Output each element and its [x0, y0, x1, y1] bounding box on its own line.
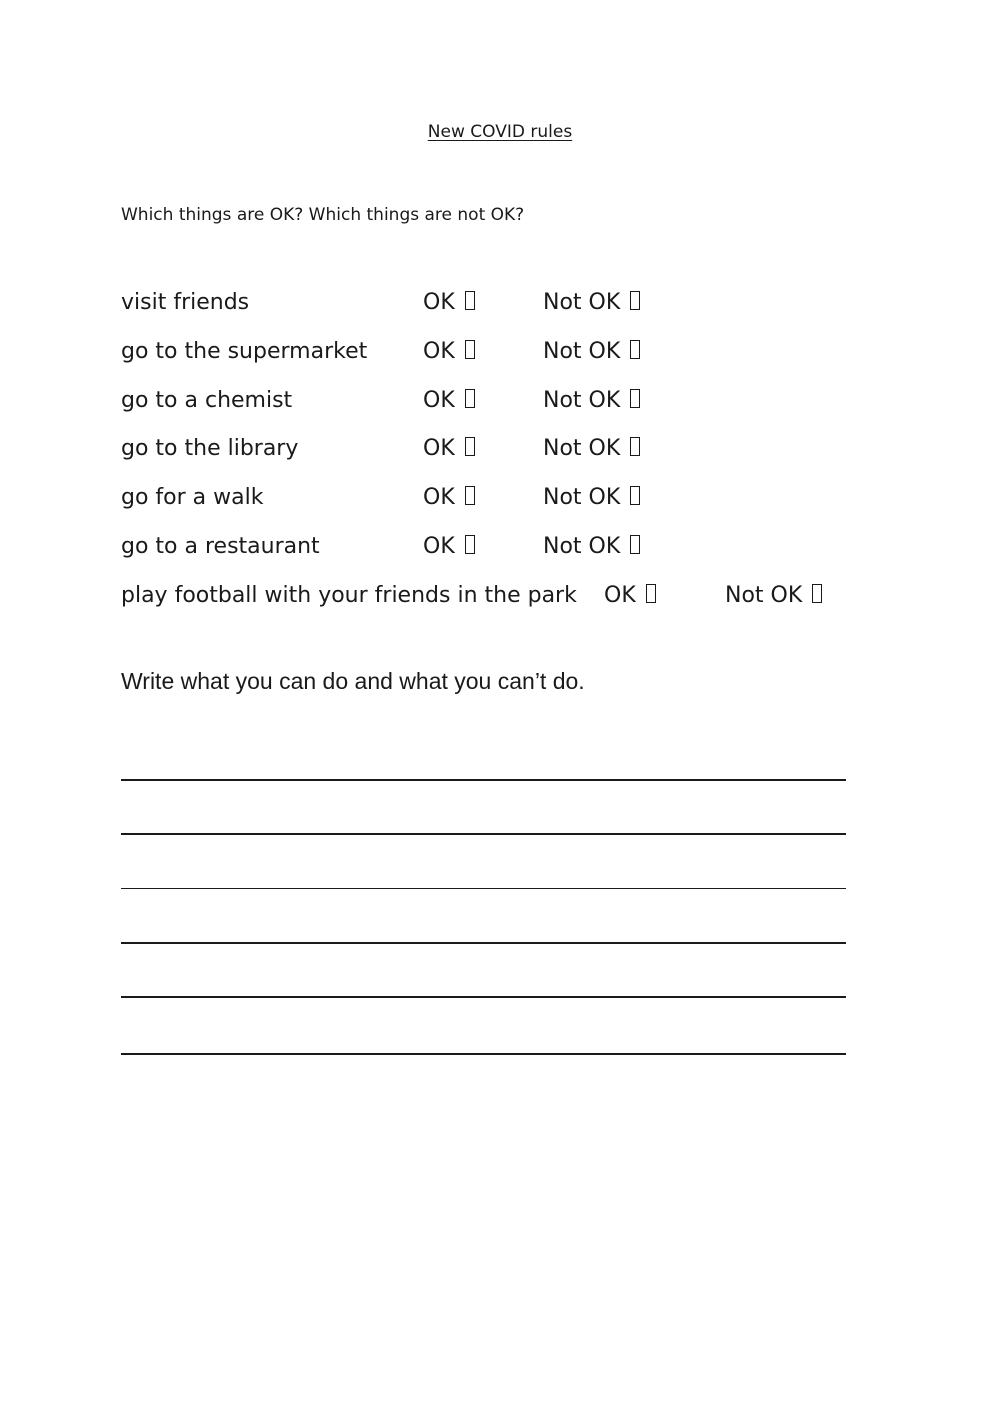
ok-checkbox[interactable] — [465, 340, 475, 359]
ok-label: OK — [423, 436, 455, 461]
ok-checkbox[interactable] — [646, 584, 656, 603]
not-ok-label: Not OK — [725, 583, 803, 608]
not-ok-checkbox[interactable] — [812, 584, 822, 603]
not-ok-label: Not OK — [543, 534, 621, 559]
instruction-text: Which things are OK? Which things are not OK? — [121, 205, 525, 225]
writing-line[interactable] — [121, 1053, 846, 1055]
not-ok-option[interactable] — [725, 581, 822, 611]
activity-label: go to a chemist — [121, 388, 293, 413]
ok-option[interactable] — [423, 483, 475, 513]
ok-checkbox[interactable] — [465, 389, 475, 408]
not-ok-label: Not OK — [543, 388, 621, 413]
ok-option[interactable] — [423, 288, 475, 318]
writing-line[interactable] — [121, 833, 846, 835]
ok-option[interactable] — [423, 386, 475, 416]
activity-label: go to the library — [121, 436, 299, 461]
ok-checkbox[interactable] — [465, 535, 475, 554]
list-item — [121, 483, 881, 513]
not-ok-option[interactable] — [543, 434, 640, 464]
writing-line[interactable] — [121, 888, 846, 889]
activity-label: go for a walk — [121, 485, 264, 510]
ok-option[interactable] — [423, 434, 475, 464]
ok-label: OK — [604, 583, 636, 608]
ok-option[interactable] — [604, 581, 656, 611]
activity-label: go to a restaurant — [121, 534, 320, 559]
not-ok-checkbox[interactable] — [630, 437, 640, 456]
list-item — [121, 532, 881, 562]
ok-checkbox[interactable] — [465, 291, 475, 310]
ok-option[interactable] — [423, 532, 475, 562]
not-ok-checkbox[interactable] — [630, 486, 640, 505]
not-ok-label: Not OK — [543, 339, 621, 364]
ok-option[interactable] — [423, 337, 475, 367]
writing-line[interactable] — [121, 996, 846, 998]
not-ok-option[interactable] — [543, 532, 640, 562]
writing-line[interactable] — [121, 942, 846, 944]
not-ok-option[interactable] — [543, 288, 640, 318]
not-ok-option[interactable] — [543, 337, 640, 367]
worksheet-title: New COVID rules — [427, 122, 573, 142]
not-ok-label: Not OK — [543, 436, 621, 461]
ok-label: OK — [423, 339, 455, 364]
ok-checkbox[interactable] — [465, 486, 475, 505]
ok-label: OK — [423, 388, 455, 413]
activity-label: go to the supermarket — [121, 339, 368, 364]
not-ok-checkbox[interactable] — [630, 535, 640, 554]
ok-checkbox[interactable] — [465, 437, 475, 456]
list-item — [121, 288, 881, 318]
writing-line[interactable] — [121, 779, 846, 781]
list-item — [121, 337, 881, 367]
list-item — [121, 386, 881, 416]
not-ok-checkbox[interactable] — [630, 389, 640, 408]
not-ok-checkbox[interactable] — [630, 340, 640, 359]
not-ok-checkbox[interactable] — [630, 291, 640, 310]
not-ok-option[interactable] — [543, 386, 640, 416]
ok-label: OK — [423, 534, 455, 559]
ok-label: OK — [423, 485, 455, 510]
writing-prompt: Write what you can do and what you can’t do. — [121, 668, 585, 694]
activity-label: play football with your friends in the park — [121, 583, 577, 608]
list-item — [121, 434, 881, 464]
not-ok-option[interactable] — [543, 483, 640, 513]
ok-label: OK — [423, 290, 455, 315]
activity-label: visit friends — [121, 290, 250, 315]
not-ok-label: Not OK — [543, 290, 621, 315]
list-item — [121, 581, 881, 611]
not-ok-label: Not OK — [543, 485, 621, 510]
